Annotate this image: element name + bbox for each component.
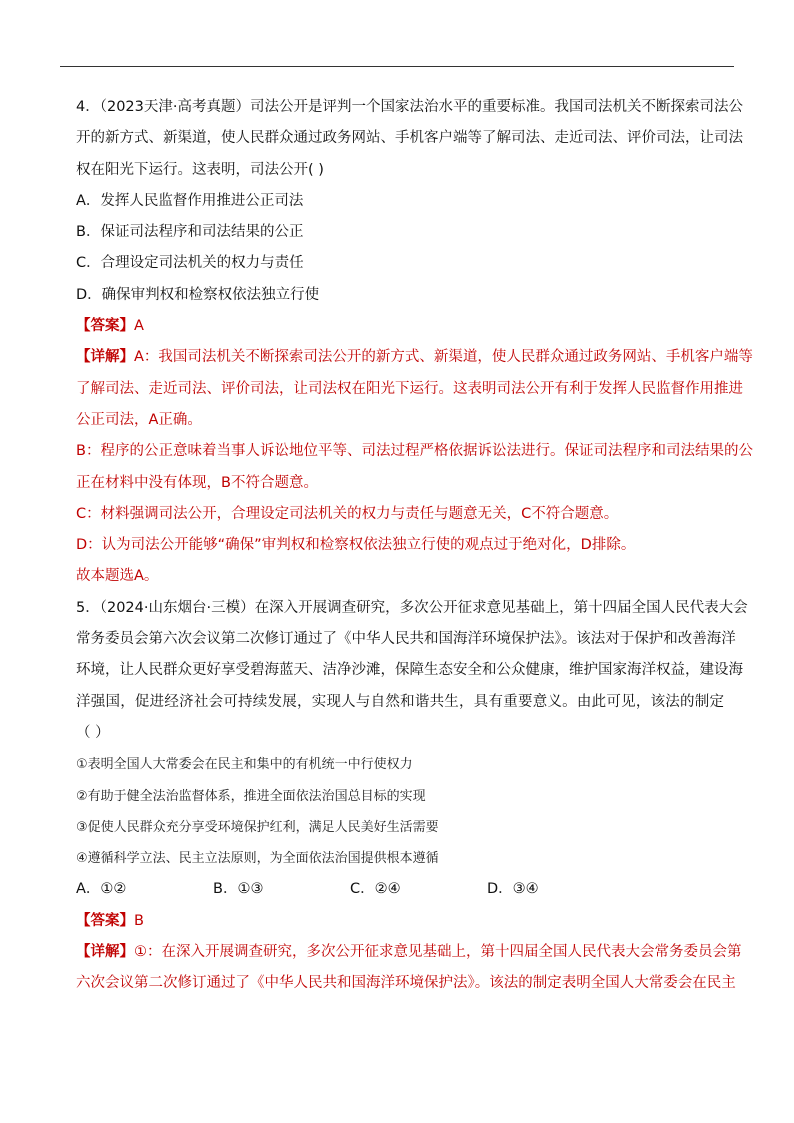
answer-line [76,906,724,937]
detail-line: C：材料强调司法公开，合理设定司法机关的权力与责任与题意无关，C不符合题意。 [76,505,619,522]
question-5 [76,593,748,1000]
question-stem-line: （ ） [76,724,110,741]
answer-label: 【答案】 [76,318,134,335]
detail-text: A：我国司法机关不断探索司法公开的新方式、新渠道，使人民群众通过政务网站、手机客户端等 [134,349,753,366]
conclusion-line: 故本题选A。 [76,568,159,585]
option-a: A．发挥人民监督作用推进公正司法 [76,192,304,209]
question-stem-line: 开的新方式、新渠道，使人民群众通过政务网站、手机客户端等了解司法、走近司法、评价司法，让司法 [76,130,743,147]
question-4 [76,92,753,593]
question-stem-line: 权在阳光下运行。这表明，司法公开( ) [76,161,324,178]
detail-line: B：程序的公正意味着当事人诉讼地位平等、司法过程严格依据诉讼法进行。保证司法程序和司法结果的公 [76,443,753,460]
detail-line: 正在材料中没有体现，B不符合题意。 [76,474,318,491]
statement-4: ④遵循科学立法、民主立法原则，为全面依法治国提供根本遵循 [76,851,439,867]
option-d: D．③④ [487,881,539,898]
answer-line [76,311,724,342]
detail-text: ①：在深入开展调查研究，多次公开征求意见基础上，第十四届全国人民代表大会常务委员会第 [134,944,742,961]
question-stem-line: 洋强国，促进经济社会可持续发展，实现人与自然和谐共生，具有重要意义。由此可见，该法的制定 [76,693,724,710]
options-row [76,874,724,905]
statement-3: ③促使人民群众充分享受环境保护红利，满足人民美好生活需要 [76,819,439,835]
option-b: B．保证司法程序和司法结果的公正 [76,224,304,241]
question-stem-line: 5．（2024·山东烟台·三模）在深入开展调查研究，多次公开征求意见基础上，第十四届全国人民代表大会 [76,599,748,616]
detail-line [76,937,742,968]
detail-line: 了解司法、走近司法、评价司法，让司法权在阳光下运行。这表明司法公开有利于发挥人民监督作用推进 [76,380,743,397]
detail-label: 【详解】 [76,349,134,366]
option-c: C．②④ [350,881,401,898]
question-stem-line: 环境，让人民群众更好享受碧海蓝天、洁净沙滩，保障生态安全和公众健康，维护国家海洋权益，建设海 [76,662,743,679]
option-a: A．①② [76,881,127,898]
option-d: D．确保审判权和检察权依法独立行使 [76,286,320,303]
detail-line [76,342,753,373]
detail-line: D：认为司法公开能够“确保”审判权和检察权依法独立行使的观点过于绝对化，D排除。 [76,537,636,554]
question-stem-line: 4．（2023天津·高考真题）司法公开是评判一个国家法治水平的重要标准。我国司法机关不断探索司法公 [76,99,743,115]
option-b: B．①③ [213,881,264,898]
answer-value: A [134,318,144,335]
option-c: C．合理设定司法机关的权力与责任 [76,255,304,272]
detail-label: 【详解】 [76,944,134,961]
header-rule [60,66,734,67]
detail-line: 六次会议第二次修订通过了《中华人民共和国海洋环境保护法》。该法的制定表明全国人大常委会在民主 [76,975,736,992]
answer-label: 【答案】 [76,912,134,929]
answer-value: B [134,912,144,929]
question-stem-line: 常务委员会第六次会议第二次修订通过了《中华人民共和国海洋环境保护法》。该法对于保护和改善海洋 [76,631,736,648]
page-content [76,92,753,1000]
statement-2: ②有助于健全法治监督体系，推进全面依法治国总目标的实现 [76,788,426,804]
statement-1: ①表明全国人大常委会在民主和集中的有机统一中行使权力 [76,757,413,773]
detail-line: 公正司法，A正确。 [76,411,202,428]
